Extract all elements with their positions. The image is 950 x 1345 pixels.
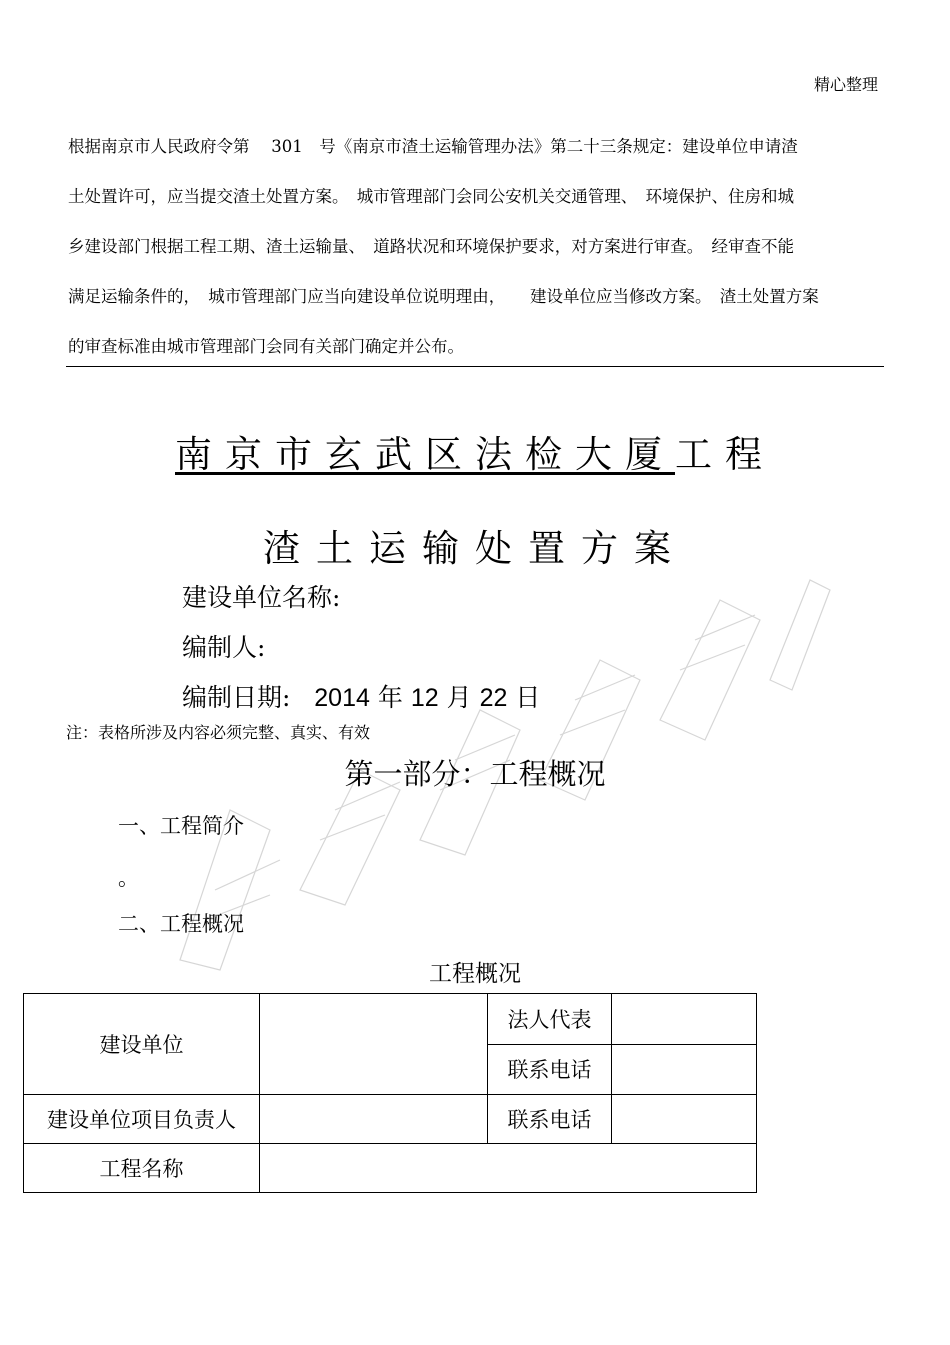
cell-project-name-label: 工程名称 xyxy=(24,1144,260,1193)
date-day: 22 xyxy=(479,684,508,712)
date-year-unit: 年 xyxy=(377,683,403,712)
date-label: 编制日期: xyxy=(182,683,291,712)
intro-line-2: 土处置许可，应当提交渣土处置方案。 城市管理部门会同公安机关交通管理、 环境保护、住房和城 xyxy=(68,187,794,206)
section-heading-overview: 二、工程概况 xyxy=(118,912,244,936)
cell-legal-rep-value[interactable] xyxy=(612,994,757,1045)
date-field xyxy=(182,678,540,714)
cell-construction-unit-value[interactable] xyxy=(260,994,488,1095)
cell-phone-value[interactable] xyxy=(612,1044,757,1095)
form-note: 注：表格所涉及内容必须完整、真实、有效 xyxy=(66,723,371,742)
title-project-suffix: 工程 xyxy=(675,433,775,476)
cell-manager-phone-value[interactable] xyxy=(612,1095,757,1144)
table-row xyxy=(24,1095,757,1144)
cell-phone-label: 联系电话 xyxy=(488,1044,612,1095)
cell-project-manager-value[interactable] xyxy=(260,1095,488,1144)
intro-line-4: 满足运输条件的， 城市管理部门应当向建设单位说明理由， 建设单位应当修改方案。 渣土处置方案 xyxy=(68,287,819,306)
cell-construction-unit-label: 建设单位 xyxy=(24,994,260,1095)
section-intro-body: 。 xyxy=(118,866,139,890)
cell-project-manager-label: 建设单位项目负责人 xyxy=(24,1095,260,1144)
project-overview-table xyxy=(23,993,757,1193)
date-month: 12 xyxy=(410,684,439,712)
part-title: 第一部分：工程概况 xyxy=(344,757,606,791)
document-title-line-1 xyxy=(0,424,950,478)
intro-line-1: 根据南京市人民政府令第 301 号《南京市渣土运输管理办法》第二十三条规定：建设单位申请渣 xyxy=(68,137,798,156)
date-year: 2014 xyxy=(314,684,370,712)
cell-legal-rep-label: 法人代表 xyxy=(488,994,612,1045)
date-month-unit: 月 xyxy=(446,683,472,712)
divider-rule xyxy=(66,366,884,367)
date-day-unit: 日 xyxy=(515,683,541,712)
cell-manager-phone-label: 联系电话 xyxy=(488,1095,612,1144)
author-field: 编制人: xyxy=(182,633,266,662)
construction-unit-field: 建设单位名称: xyxy=(182,583,341,612)
table-row xyxy=(24,1144,757,1193)
table-row xyxy=(24,994,757,1045)
table-title: 工程概况 xyxy=(429,961,521,987)
intro-line-3: 乡建设部门根据工程工期、渣土运输量、 道路状况和环境保护要求，对方案进行审查。 经审查不能 xyxy=(68,237,794,256)
title-project-name: 南京市玄武区法检大厦 xyxy=(175,433,675,476)
intro-line-5: 的审查标准由城市管理部门会同有关部门确定并公布。 xyxy=(68,337,464,356)
header-note: 精心整理 xyxy=(813,75,878,94)
document-title-line-2: 渣土运输处置方案 xyxy=(263,527,687,570)
cell-project-name-value[interactable] xyxy=(260,1144,757,1193)
section-heading-intro: 一、工程简介 xyxy=(118,814,244,838)
